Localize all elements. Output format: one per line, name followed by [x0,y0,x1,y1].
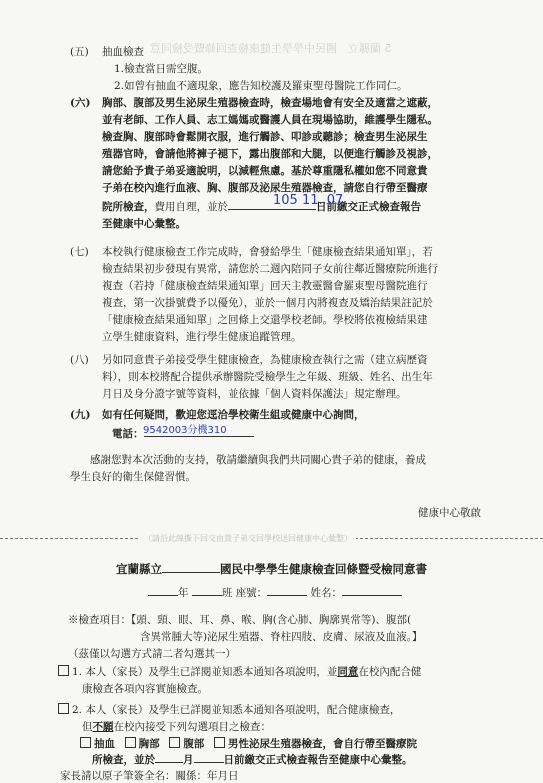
sub-options-line-2 [92,752,413,767]
relation-label: 關係： [175,770,207,782]
cut-note: （請沿此線撕下回交由貴子弟交回學校送回健康中心彙整） [140,533,356,544]
section-6-line: 子弟在校內進行血液、胸、腹部及泌尿生殖器檢查，請您自行帶至醫療 [102,182,428,194]
section-6-number: (六) [70,97,91,109]
section-6-line-7b: 費用自理，並於 [154,201,228,213]
section-9-line: 如有任何疑問，歡迎您逕洽學校衛生組或健康中心詢問， [102,409,365,421]
sign-day: 日 [228,770,239,782]
section-8-line: 另如同意貴子弟接受學生健康檢查，為健康檢查執行之需（建立病歷資 [102,354,428,366]
chest-checkbox[interactable] [125,737,136,748]
closing [70,452,510,486]
instruction: （茲僅以勾選方式請二者勾選其一） [68,648,236,660]
form-title-main: 國民中學學生健康檢查回條暨受檢同意書 [220,562,427,576]
section-7-line: 檢查結果初步發現有異常，請您於二週內陪同子女前往鄰近醫療院所進行 [102,263,438,275]
bleed-through-text: 5 蘭縣立 國民中學學生健康檢查回條暨受檢同意 [150,42,392,55]
section-6-line: 胸部、腹部及男生泌尿生殖器檢查時，檢查場地會有安全及適當之遮蔽， [102,97,438,109]
section-5-title: 抽血檢查 [102,46,144,58]
option-1-agree: 同意 [337,666,359,678]
option-1-text-b: 在校內配合健 [358,666,422,678]
section-7-line: 複查（若持「健康檢查結果通知單」回天主教靈醫會羅東聖母醫院進行 [102,280,428,292]
exam-items-line-2: 含異常腫大等)泌尿生殖器、脊柱四肢、皮膚、尿液及血液。】 [140,631,423,643]
exam-items [68,612,508,663]
section-6-line: 殖器官時，會請他將褲子褪下，露出腹部和大腿，以便進行觸診及視診， [102,148,438,160]
sub-line-2a: 所檢查，並於 [92,754,155,766]
option-2-refuse: 不願 [92,721,114,733]
abdomen-label: 腹部 [183,738,205,750]
blood-checkbox[interactable] [80,737,91,748]
closing-line-2: 學生良好的衛生保健習慣。 [70,471,196,483]
male-exam-checkbox[interactable] [214,737,225,748]
sign-year: 年 [207,770,218,782]
sub-options [80,737,530,752]
section-7-line: 「健康檢查結果通知單」之回條上交還學校老師。學校將依複檢結果建 [102,314,428,326]
option-1 [58,664,518,698]
date-stamp: 105 11. 07 [273,193,344,208]
student-info-row [148,584,402,600]
option-2-text: 2. 本人（家長）及學生已詳閱並知悉本通知各項說明，配合健康檢查， [72,704,401,716]
section-7-number: (七) [70,246,89,258]
closing-line-1: 感謝您對本次活動的支持，敬請繼續與我們共同關心貴子弟的健康，養成 [90,454,426,466]
option-2-but: 但 [82,721,93,733]
option-1-line-2: 康檢查各項內容實施檢查。 [82,683,208,695]
grade-blank[interactable] [148,584,178,596]
parent-signature-row [60,768,239,783]
option-2-checkbox[interactable] [58,703,69,714]
section-9-number: (九) [70,409,91,421]
name-label: 姓名： [310,587,343,599]
section-6-line: 並有老師、工作人員、志工媽媽或醫護人員在現場協助，維護學生隱私。 [102,114,438,126]
month-blank[interactable] [155,752,183,763]
parent-signature-label: 家長請以原子筆簽全名： [60,770,176,782]
male-exam-label: 男性泌尿生殖器檢查，會自行帶至醫療院 [227,738,417,750]
school-name-blank[interactable] [162,560,220,573]
class-label: 班 [221,587,233,599]
form-title-county: 宜蘭縣立 [116,562,162,576]
phone-label: 電話： [112,428,144,440]
option-1-checkbox[interactable] [58,665,69,676]
section-5-item-1: 1.檢查當日需空腹。 [114,63,209,75]
section-8-line: 料），則本校將配合提供承辦醫院受檢學生之年級、班級、姓名、出生年 [102,371,433,383]
section-6-line: 檢查胸、腹部時會鬆開衣服，進行觸診、叩診或聽診；檢查男生泌尿生 [102,131,428,143]
sign-month: 月 [217,770,228,782]
seat-label: 座號： [235,587,268,599]
blood-label: 抽血 [94,738,115,750]
section-8-line: 月日及身分證字號等資料，並依據「個人資料保護法」規定辦理。 [102,388,407,400]
abdomen-checkbox[interactable] [169,737,180,748]
section-5-item-2: 2.如曾有抽血不適現象，應告知校護及羅東聖母醫院工作同仁。 [114,80,408,92]
section-5-number: (五) [70,46,89,58]
section-6-line-7c: 日前繳交正式檢查報告 [316,201,421,213]
section-7-line: 複查，第一次掛號費予以優免），並於一個月內將複查及矯治結果註記於 [102,297,433,309]
section-8-number: (八) [70,354,89,366]
seat-blank[interactable] [267,584,307,596]
chest-label: 胸部 [138,738,160,750]
section-6-line-7a: 院所檢查， [102,201,155,213]
exam-items-line-1: ※檢查項目：【頭、頸、眼、耳、鼻、喉、胸(含心肺、胸廓異常等)、腹部( [68,614,412,626]
name-blank[interactable] [342,584,402,596]
option-1-text-a: 1. 本人（家長）及學生已詳閱並知悉本通知各項說明，並 [72,666,338,678]
section-7-line: 本校執行健康檢查工作完成時，會發給學生「健康檢查結果通知單」，若 [102,246,433,258]
phone-stamp: 9542003分機310 [143,425,227,436]
section-6-line-8: 至健康中心彙整。 [102,218,186,230]
option-2-text-b: 在校內接受下列勾選項目之檢查： [113,721,271,733]
sub-line-2b: 日前繳交正式檢查報告至健康中心彙整。 [223,754,413,766]
form-title [0,560,543,577]
sub-line-2-month: 月 [183,754,194,766]
grade-label: 年 [178,587,189,599]
option-2 [58,702,528,736]
section-7-line: 立學生健康資料，進行學生健康追蹤管理。 [102,331,302,343]
section-6-line: 請您給予貴子弟妥適說明，以減輕焦慮。基於尊重隱私權如您不同意貴 [102,165,428,177]
closing-signature: 健康中心敬啟 [418,507,481,519]
day-blank[interactable] [194,752,224,763]
class-blank[interactable] [192,584,222,596]
